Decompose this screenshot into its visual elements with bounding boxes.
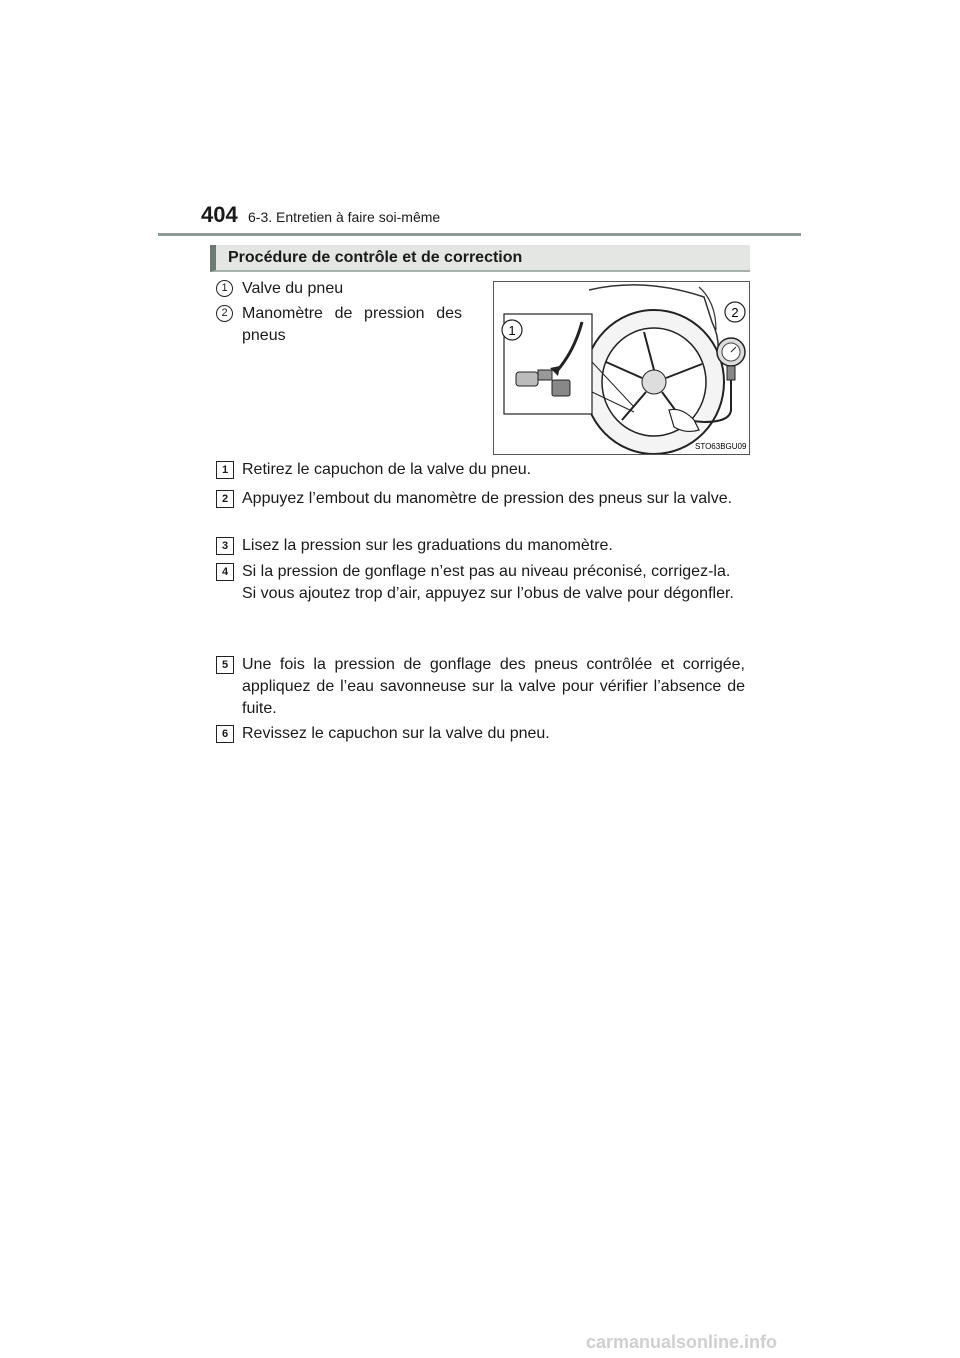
step-number: 4: [216, 563, 234, 581]
step-text: Si la pression de gonflage n’est pas au niveau préconisé, corrigez-la.: [242, 563, 731, 580]
step-text: Lisez la pression sur les graduations du manomètre.: [242, 537, 613, 554]
callout-label: Manomètre de pression des pneus: [242, 305, 462, 344]
tire-illustration-svg: [494, 282, 749, 454]
tire-pressure-illustration: [493, 281, 750, 455]
step-text: Appuyez l’embout du manomètre de pression des pneus sur la valve.: [242, 490, 733, 507]
figure-label-1: 1: [508, 323, 516, 338]
step-text: Retirez le capuchon de la valve du pneu.: [242, 461, 532, 478]
callout-number: 2: [216, 305, 233, 322]
step-number: 2: [216, 490, 234, 508]
step-text: Revissez le capuchon sur la valve du pneu.: [242, 725, 550, 742]
figure-code: STO63BGU09: [695, 442, 747, 451]
header-rule: [158, 233, 801, 236]
step-number: 3: [216, 537, 234, 555]
hub: [642, 370, 666, 394]
valve-cap-icon: [552, 380, 570, 396]
step-text: Une fois la pression de gonflage des pneus contrôlée et corrigée, appliquez de l’eau savonneuse sur la valve pour vérifier l’absence de fuite.: [242, 656, 745, 717]
watermark: carmanualsonline.info: [586, 1332, 778, 1352]
figure-label-2: 2: [731, 305, 739, 320]
step-number: 6: [216, 725, 234, 743]
step-number: 5: [216, 656, 234, 674]
procedure-box-header: [210, 245, 750, 272]
procedure-box-title: Procédure de contrôle et de correction: [228, 249, 523, 266]
step-text: Si vous ajoutez trop d’air, appuyez sur l’obus de valve pour dégonfler.: [242, 585, 734, 602]
callout-number: 1: [216, 280, 233, 297]
step-number: 1: [216, 461, 234, 479]
page-number: 404: [201, 202, 238, 227]
callout-label: Valve du pneu: [242, 280, 344, 297]
section-title: 6-3. Entretien à faire soi-même: [248, 209, 441, 225]
